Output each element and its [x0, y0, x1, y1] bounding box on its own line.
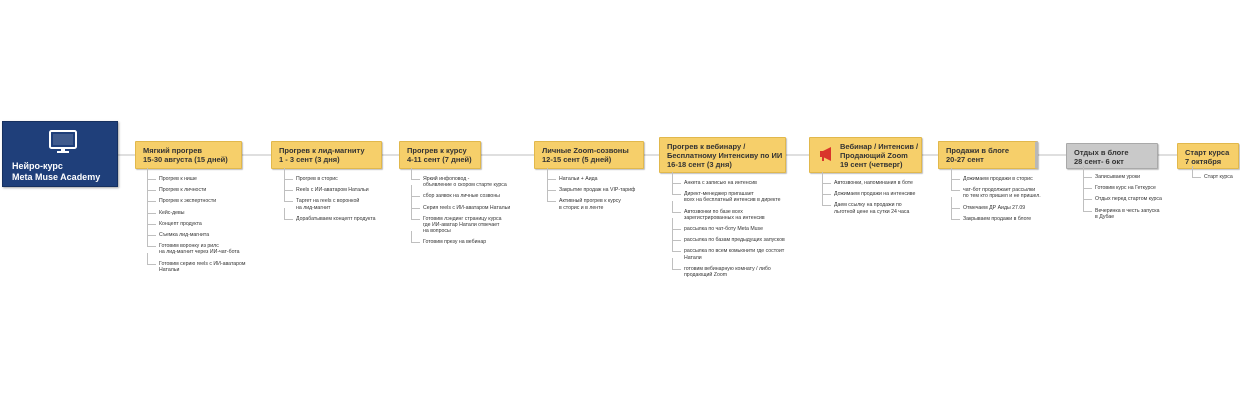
- stage-4-items: [547, 176, 635, 216]
- stage-8-items: [1083, 174, 1162, 225]
- list-item-text: Таргет на reels с воронкой: [296, 198, 360, 205]
- stage-1-items: [147, 176, 246, 278]
- stage-node-1[interactable]: [135, 141, 242, 169]
- list-item-text: на лид-магнит через ИИ-чат-бота: [159, 249, 240, 256]
- stage-node-2[interactable]: [271, 141, 382, 169]
- list-item-text: Автозвонки, напоминания в боте: [834, 180, 913, 186]
- list-item-text: объявление о скором старте курса: [423, 182, 507, 189]
- list-item-text: рассылка по базам предыдущих запусков: [684, 237, 785, 244]
- list-item: [672, 191, 785, 203]
- list-item: [411, 193, 510, 199]
- list-item: [147, 198, 246, 204]
- list-item: [147, 221, 246, 227]
- list-item: [547, 198, 635, 210]
- list-item-text: сбор заявок на личные созвоны: [423, 193, 500, 200]
- list-item: [284, 216, 376, 222]
- root-title-line1: Нейро-курс: [12, 161, 63, 171]
- list-item-text: Готовим лэндинг страницу курса: [423, 215, 502, 222]
- list-item-text: Готовим воронку из рилс: [159, 243, 219, 250]
- stage-5-line3: 16-18 сент (3 дня): [667, 160, 732, 169]
- list-item-text: Прогрев к нише: [159, 176, 197, 182]
- stage-node-6[interactable]: [809, 137, 922, 173]
- list-item-text: Старт курса: [1204, 174, 1233, 180]
- list-item-text: Активный прогрев к курсу: [559, 198, 621, 205]
- list-item-text: на лид-магнит: [296, 204, 331, 211]
- list-item-text: льготной цене на сутки 24 часа: [834, 208, 910, 215]
- stage-9-line2: 7 октября: [1185, 157, 1222, 166]
- stage-node-5[interactable]: [659, 137, 786, 173]
- list-item: [822, 191, 915, 197]
- stage-5-line2: Бесплатному Интенсиву по ИИ: [667, 151, 783, 160]
- list-item-text: Записываем уроки: [1095, 174, 1140, 180]
- stage-7-line2: 20-27 сент: [946, 155, 984, 164]
- list-item: [411, 239, 510, 245]
- list-item-text: Прогрев к экспертности: [159, 198, 217, 205]
- stage-9-items: [1192, 174, 1233, 185]
- stage-node-4[interactable]: [534, 141, 644, 169]
- stage-2-line1: Прогрев к лид-магниту: [279, 146, 365, 155]
- stage-7-line1: Продажи в блоге: [946, 146, 1010, 155]
- list-item-text: Вечеринка в честь запуска: [1095, 207, 1160, 214]
- list-item-text: Кейс-девы: [159, 209, 185, 216]
- list-item-text: готовим вебинарную комнату / либо: [684, 265, 771, 272]
- list-item: [284, 187, 376, 193]
- list-item: [1083, 174, 1162, 180]
- list-item-text: в сторис и в ленте: [559, 204, 604, 211]
- list-item: [1083, 208, 1162, 220]
- list-item: [822, 180, 915, 186]
- list-item: [284, 176, 376, 182]
- list-item-text: Директ-менеджер пригашает: [684, 191, 754, 198]
- list-item: [672, 209, 785, 221]
- stage-5-line1: Прогрев к вебинару /: [667, 142, 746, 151]
- list-item-text: Отдых перед стартом курса: [1095, 196, 1162, 203]
- list-item: [147, 261, 246, 273]
- list-item: [147, 210, 246, 216]
- stage-2-items: [284, 176, 376, 227]
- list-item-text: чат-бот продолжает рассылки: [963, 187, 1036, 194]
- stage-node-7[interactable]: [938, 141, 1038, 169]
- list-item-text: Прогрев в сторис: [296, 176, 338, 182]
- list-item-text: Натальи + Аида: [559, 176, 598, 182]
- stage-node-8[interactable]: [1066, 143, 1158, 169]
- list-item-text: в Дубае: [1095, 213, 1115, 220]
- list-item: [547, 176, 635, 182]
- stage-5-items: [672, 180, 785, 283]
- stage-1-line1: Мягкий прогрев: [143, 146, 202, 155]
- stage-8-line2: 28 сент- 6 окт: [1074, 157, 1124, 166]
- list-item: [147, 232, 246, 238]
- list-item-text: Закрываем продажи в блоге: [963, 215, 1032, 222]
- list-item-text: Reels с ИИ-аватаром Натальи: [296, 187, 369, 194]
- list-item-text: рассылка по чат-боту Meta Muse: [684, 226, 764, 233]
- list-item-text: продающий Zoom: [684, 272, 728, 279]
- stage-9-line1: Старт курса: [1185, 148, 1230, 157]
- list-item: [411, 205, 510, 211]
- list-item: [951, 176, 1041, 182]
- list-item: [951, 187, 1041, 199]
- stage-6-items: [822, 180, 915, 220]
- list-item-text: на вопросы: [423, 228, 451, 235]
- list-item: [672, 248, 785, 260]
- stage-8-line1: Отдых в блоге: [1074, 148, 1129, 157]
- list-item-text: Прогрев к личности: [159, 187, 207, 194]
- list-item-text: Съемка лид-магнита: [159, 232, 210, 239]
- list-item: [147, 243, 246, 255]
- list-item-text: Концепт продукта: [159, 220, 202, 227]
- list-item: [672, 237, 785, 243]
- stage-6-line3: 19 сент (четверг): [840, 160, 903, 169]
- list-item: [547, 187, 635, 193]
- stage-6-line1: Вебинар / Интенсив /: [840, 142, 919, 151]
- list-item-text: зарегистрированных на интенсив: [684, 214, 765, 221]
- list-item-text: Готовим презу на вебинар: [423, 239, 487, 246]
- list-item-text: Дожимаем продажи в сторис: [963, 176, 1033, 182]
- list-item-text: Дожимаем продажи на интенсиве: [834, 191, 916, 198]
- list-item-text: Натали: [684, 254, 702, 261]
- list-item: [147, 187, 246, 193]
- list-item: [822, 202, 915, 214]
- list-item-text: Даем ссылку на продажи по: [834, 202, 902, 209]
- stage-1-line2: 15-30 августа (15 дней): [143, 155, 228, 164]
- stage-node-3[interactable]: [399, 141, 481, 169]
- list-item-text: Анкета с записью на интенсив: [684, 180, 757, 186]
- list-item: [951, 216, 1041, 222]
- list-item-text: Закрытие продаж на VIP-тариф: [559, 187, 636, 194]
- list-item-text: рассылка по всем комьюнити где состоит: [684, 248, 785, 255]
- list-item-text: по тем кто пришел и не пришел.: [963, 193, 1041, 200]
- root-title-line2: Meta Muse Academy: [12, 172, 101, 182]
- megaphone-icon: [819, 147, 833, 161]
- monitor-icon: [49, 130, 77, 154]
- list-item: [1083, 196, 1162, 202]
- list-item-text: Готовим серию reels с ИИ-аватаром: [159, 260, 246, 267]
- stage-4-line1: Личные Zoom-созвоны: [542, 146, 629, 155]
- list-item-text: Отмечаем ДР Аиды 27.09: [963, 204, 1026, 211]
- list-item: [284, 198, 376, 210]
- list-item-text: Яркий инфоповод -: [423, 176, 470, 182]
- list-item: [1083, 185, 1162, 191]
- stage-3-line1: Прогрев к курсу: [407, 146, 467, 155]
- stage-node-9[interactable]: [1177, 143, 1239, 169]
- stage-7-items: [951, 176, 1041, 227]
- list-item: [1192, 174, 1233, 180]
- list-item-text: всех на бесплатный интенсив в директе: [684, 197, 781, 204]
- stage-4-line2: 12-15 сент (5 дней): [542, 155, 612, 164]
- list-item: [672, 266, 785, 278]
- list-item: [147, 176, 246, 182]
- list-item-text: Готовим курс на Геткурсе: [1095, 185, 1156, 192]
- root-node[interactable]: [2, 121, 118, 187]
- list-item-text: Автозвонки по базе всех: [684, 208, 743, 215]
- list-item: [411, 176, 510, 188]
- list-item: [672, 226, 785, 232]
- stage-3-items: [411, 176, 510, 251]
- list-item-text: где ИИ-аватар Натали отвечает: [423, 222, 500, 229]
- list-item: [411, 216, 510, 235]
- list-item-text: Дорабатываем концепт продукта: [296, 215, 376, 222]
- list-item: [951, 205, 1041, 211]
- stage-3-line2: 4-11 сент (7 дней): [407, 155, 472, 164]
- list-item: [672, 180, 785, 186]
- list-item-text: Серия reels с ИИ-аватаром Натальи: [423, 204, 511, 211]
- list-item-text: Натальи: [159, 266, 180, 273]
- stage-6-line2: Продающий Zoom: [840, 151, 908, 160]
- stage-2-line2: 1 - 3 сент (3 дня): [279, 155, 340, 164]
